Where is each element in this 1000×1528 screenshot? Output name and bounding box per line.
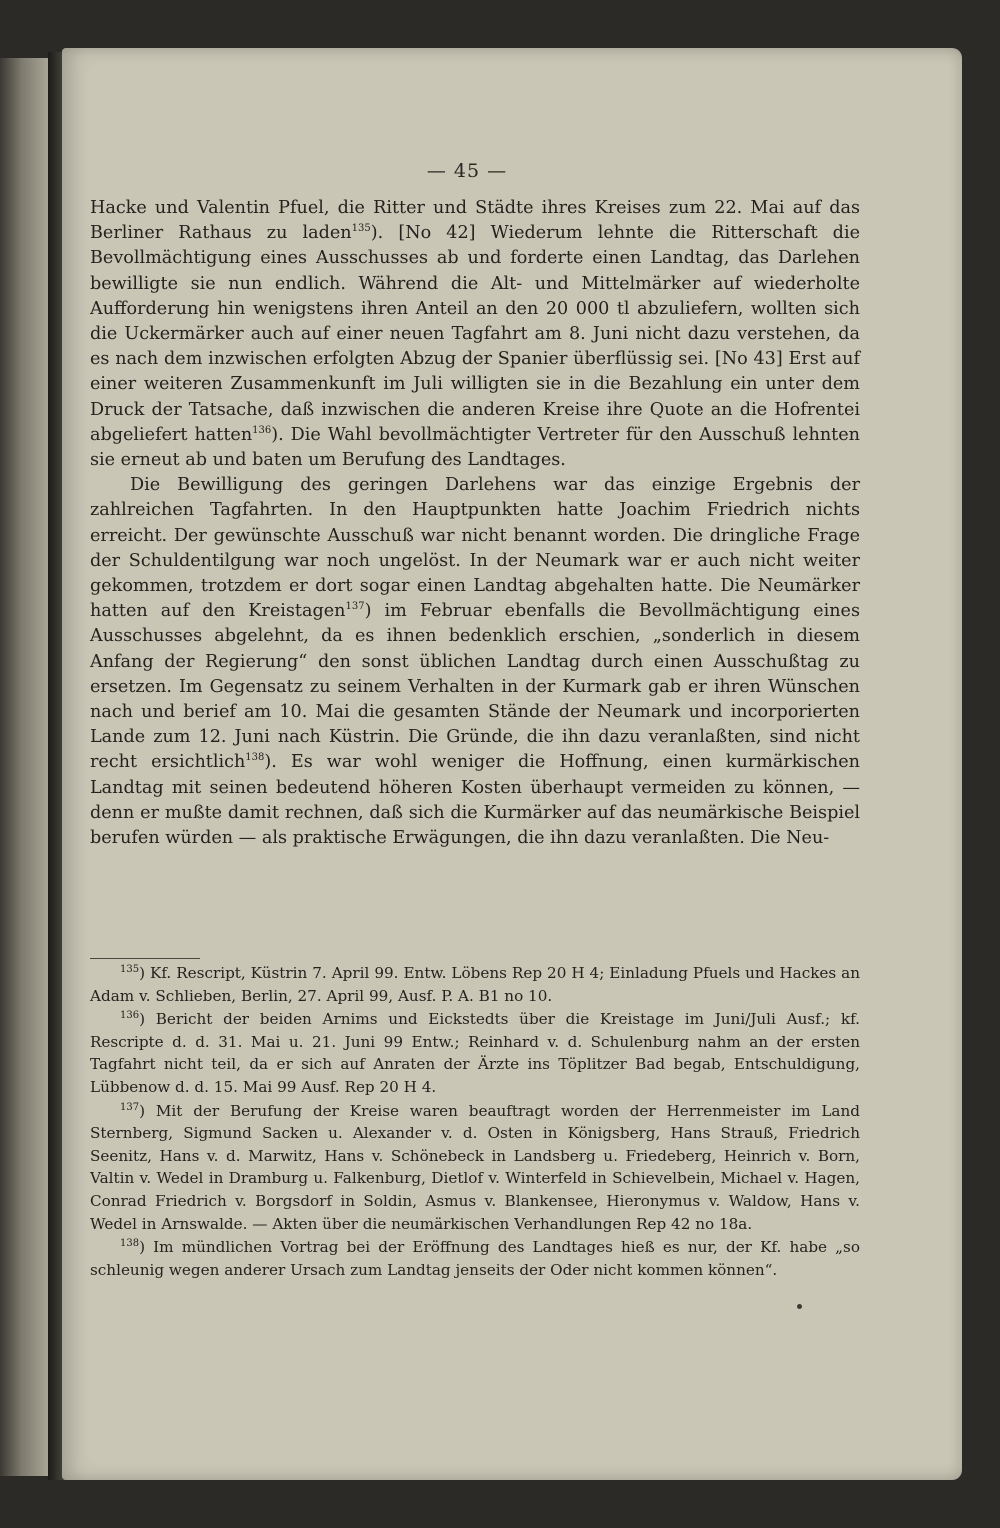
footnote-text: Mit der Berufung der Kreise waren beauftragt worden der Herrenmeister im Land Sternberg, Sigmund Sacken u. Alexander v. d. Osten in Königsberg, Hans Strauß, Friedrich Seenitz, Hans v. d. Marwitz, Hans v. Schönebeck in Landsberg u. Friedeberg, Heinrich v. Born, Valtin v. Wedel in Dramburg u. Falkenburg, Dietlof v. Winterfeld in Schievelbein, Michael v. Hagen, Conrad Friedrich v. Borgsdorf in Soldin, Asmus v. Blankensee, Hieronymus v. Waldow, Hans v. Wedel in Arnswalde. — Akten über die neumärkischen Verhandlungen Rep 42 no 18a. (90, 1101, 860, 1233)
footnote-divider (90, 958, 200, 959)
footnote-text: Im mündlichen Vortrag bei der Eröffnung des Landtages hieß es nur, der Kf. habe „so schleunig wegen anderer Ursach zum Landtag jenseits der Oder nicht kommen können“. (90, 1238, 860, 1279)
book-page (62, 48, 962, 1480)
paragraph-2-start: Die Bewilligung des geringen Darlehens war das einzige Ergebnis der zahlreichen Tagfahrten. In den Hauptpunkten hatte Joachim Friedrich nichts erreicht. Der gewünschte Ausschuß war nicht benannt worden. Die dringliche Frage der Schuldentilgung war noch ungelöst. In der Neumark war er auch nicht weiter gekommen, trotzdem er dort sogar einen Landtag abgehalten hatte. Die Neumärker hatten auf den Kreistagen (90, 475, 860, 622)
paragraph-1: Hacke und Valentin Pfuel, die Ritter und Städte ihres Kreises zum 22. Mai auf das Berliner Rathaus zu laden$^{135}$). [No 42] Wiederum lehnte die Ritterschaft die Bevollmächtigung eines Ausschusses ab und forderte einen Landtag, das Darlehen bewilligte sie nun endlich. Während die Alt- und Mittelmärker auf wiederholte Aufforderung hin wenigstens ihren Anteil an den 20 000 tl abzuliefern, wollten sich die Uckermärker auch auf einer neuen Tagfahrt am 8. Juni nicht dazu verstehen, da es nach dem inzwischen erfolgten Abzug der Spanier überflüssig sei. [No 43] Erst auf einer weiteren Zusammenkunft im Juli willigten sie in die Bezahlung ein unter dem Druck der Tatsache, daß inzwischen die anderen Kreise ihre Quote an die Hofrentei abgeliefert hatten$^{136}$). Die Wahl bevollmächtigter Vertreter für den Ausschuß lehnten sie erneut ab und baten um Berufung des Landtages. (90, 198, 860, 471)
footnote-number: 135 (120, 963, 140, 975)
footnote-ref-135: 135 (351, 223, 371, 235)
body-text (90, 196, 860, 851)
footnote-text: Kf. Rescript, Küstrin 7. April 99. Entw. Löbens Rep 20 H 4; Einladung Pfuels und Hackes an Adam v. Schlieben, Berlin, 27. April 99, Ausf. P. A. B1 no 10. (90, 964, 860, 1005)
paragraph-2-end: . Es war wohl weniger die Hoffnung, einen kurmärkischen Landtag mit seinen bedeutend höheren Kosten überhaupt vermeiden zu können, — denn er mußte damit rechnen, daß sich die Kurmärker auf das neumärkische Beispiel berufen würden — als praktische Erwägungen, die ihn dazu veranlaßten. Die Neu- (90, 752, 861, 849)
footnote-135: $^{135}$) Kf. Rescript, Küstrin 7. April 99. Entw. Löbens Rep 20 H 4; Einladung Pfuels und Hackes an Adam v. Schlieben, Berlin, 27. April 99, Ausf. P. A. B1 no 10. (90, 963, 860, 1005)
footnote-number: 138 (120, 1238, 140, 1250)
paragraph-1-start: Hacke und Valentin Pfuel, die Ritter und Städte ihres Kreises zum 22. Mai auf das Berliner Rathaus zu laden (90, 198, 860, 244)
paper-speck (797, 1304, 802, 1309)
footnote-number: 136 (120, 1010, 140, 1022)
paragraph-2: Die Bewilligung des geringen Darlehens war das einzige Ergebnis der zahlreichen Tagfahrten. In den Hauptpunkten hatte Joachim Friedrich nichts erreicht. Der gewünschte Ausschuß war nicht benannt worden. Die dringliche Frage der Schuldentilgung war noch ungelöst. In der Neumark war er auch nicht weiter gekommen, trotzdem er dort sogar einen Landtag abgehalten hatte. Die Neumärker hatten auf den Kreistagen$^{137}$) im Februar ebenfalls die Bevollmächtigung eines Ausschusses abgelehnt, da es ihnen bedenklich erschien, „sonderlich in diesem Anfang der Regierung“ den sonst üblichen Landtag durch einen Ausschußtag zu ersetzen. Im Gegensatz zu seinem Verhalten in der Kurmark gab er ihren Wünschen nach und berief am 10. Mai die gesamten Stände der Neumark und incorporierten Lande zum 12. Juni nach Küstrin. Die Gründe, die ihn dazu veranlaßten, sind nicht recht ersichtlich$^{138}$). Es war wohl weniger die Hoffnung, einen kurmärkischen Landtag mit seinen bedeutend höheren Kosten überhaupt vermeiden zu können, — denn er mußte damit rechnen, daß sich die Kurmärker auf das neumärkische Beispiel berufen würden — als praktische Erwägungen, die ihn dazu veranlaßten. Die Neu- (90, 475, 861, 849)
footnote-137: $^{137}$) Mit der Berufung der Kreise waren beauftragt worden der Herrenmeister im Land Sternberg, Sigmund Sacken u. Alexander v. d. Osten in Königsberg, Hans Strauß, Friedrich Seenitz, Hans v. d. Marwitz, Hans v. Schönebeck in Landsberg u. Friedeberg, Heinrich v. Born, Valtin v. Wedel in Dramburg u. Falkenburg, Dietlof v. Winterfeld in Schievelbein, Michael v. Hagen, Conrad Friedrich v. Borgsdorf in Soldin, Asmus v. Blankensee, Hieronymus v. Waldow, Hans v. Wedel in Arnswalde. — Akten über die neumärkischen Verhandlungen Rep 42 no 18a. (90, 1101, 860, 1233)
footnote-text: Bericht der beiden Arnims und Eickstedts über die Kreistage im Juni/Juli Ausf.; kf. Rescripte d. d. 31. Mai u. 21. Juni 99 Entw.; Reinhard v. d. Schulenburg nahm an der ersten Tagfahrt nicht teil, da er sich auf Anraten der Ärzte ins Töplitzer Bad begab, Entschuldigung, Lübbenow d. d. 15. Mai 99 Ausf. Rep 20 H 4. (90, 1010, 860, 1096)
footnote-136: $^{136}$) Bericht der beiden Arnims und Eickstedts über die Kreistage im Juni/Juli Ausf.; kf. Rescripte d. d. 31. Mai u. 21. Juni 99 Entw.; Reinhard v. d. Schulenburg nahm an der ersten Tagfahrt nicht teil, da er sich auf Anraten der Ärzte ins Töplitzer Bad begab, Entschuldigung, Lübbenow d. d. 15. Mai 99 Ausf. Rep 20 H 4. (90, 1010, 860, 1096)
page-number: — 45 — (426, 160, 508, 182)
footnote-ref-136: 136 (252, 424, 272, 436)
footnotes (90, 962, 860, 1282)
paragraph-2-middle: im Februar ebenfalls die Bevollmächtigung eines Ausschusses abgelehnt, da es ihnen bedenklich erschien, „sonderlich in diesem Anfang der Regierung“ den sonst üblichen Landtag durch einen Ausschußtag zu ersetzen. Im Gegensatz zu seinem Verhalten in der Kurmark gab er ihren Wünschen nach und berief am 10. Mai die gesamten Stände der Neumark und incorporierten Lande zum 12. Juni nach Küstrin. Die Gründe, die ihn dazu veranlaßten, sind nicht recht ersichtlich (90, 601, 860, 773)
footnote-number: 137 (120, 1101, 140, 1113)
left-page-edge (0, 58, 48, 1476)
paragraph-1-middle: . [No 42] Wiederum lehnte die Ritterschaft die Bevollmächtigung eines Ausschusses ab und forderte einen Landtag, das Darlehen bewilligte sie nun endlich. Während die Alt- und Mittelmärker auf wiederholte Aufforderung hin wenigstens ihren Anteil an den 20 000 tl abzuliefern, wollten sich die Uckermärker auch auf einer neuen Tagfahrt am 8. Juni nicht dazu verstehen, da es nach dem inzwischen erfolgten Abzug der Spanier überflüssig sei. [No 43] Erst auf einer weiteren Zusammenkunft im Juli willigten sie in die Bezahlung ein unter dem Druck der Tatsache, daß inzwischen die anderen Kreise ihre Quote an die Hofrentei abgeliefert hatten (90, 223, 860, 445)
paragraph-1-end: . Die Wahl bevollmächtigter Vertreter für den Ausschuß lehnten sie erneut ab und baten um Berufung des Landtages. (90, 424, 860, 471)
footnote-138: $^{138}$) Im mündlichen Vortrag bei der Eröffnung des Landtages hieß es nur, der Kf. habe „so schleunig wegen anderer Ursach zum Landtag jenseits der Oder nicht kommen können“. (90, 1238, 860, 1279)
footnote-ref-137: 137 (345, 601, 365, 613)
footnote-ref-138: 138 (245, 752, 265, 764)
